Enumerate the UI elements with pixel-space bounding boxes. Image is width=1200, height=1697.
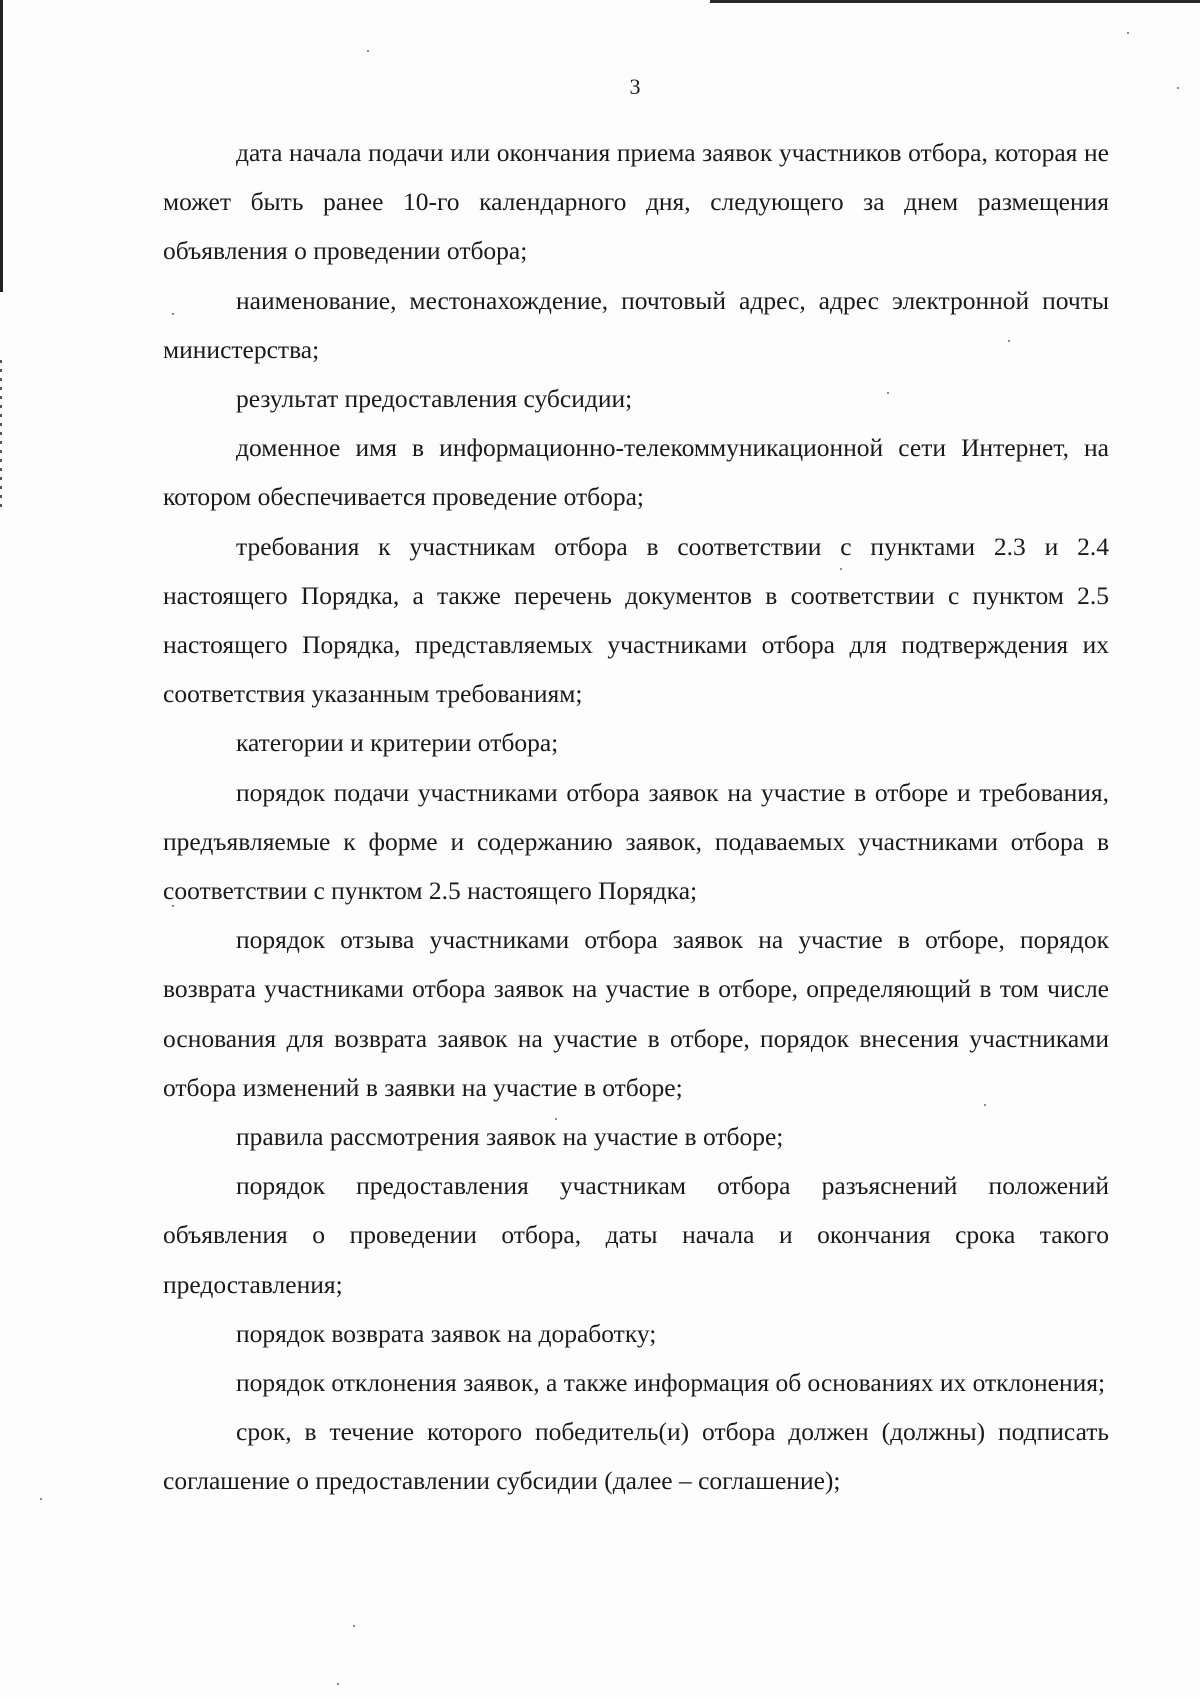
- paragraph-review-rules: правила рассмотрения заявок на участие в отборе;: [236, 1122, 784, 1152]
- paragraph-clarifications: порядок предоставления участникам отбора разъяснений положений объявления о проведении отбора, даты начала и окончания срока такого предоставления;: [163, 1171, 1109, 1299]
- scan-speck: [367, 50, 369, 52]
- paragraph-rejection: порядок отклонения заявок, а также информация об основаниях их отклонения;: [236, 1368, 1106, 1398]
- scan-left-tick-marks: [0, 360, 2, 510]
- paragraph-application-submission: порядок подачи участниками отбора заявок на участие в отборе и требования, предъявляемые к форме и содержанию заявок, подаваемых участниками отбора в соответствии с пунктом 2.5 настоящего Порядка;: [163, 777, 1109, 906]
- scan-speck: [1127, 32, 1129, 34]
- paragraph-ministry-contacts: наименование, местонахождение, почтовый адрес, адрес электронной почты министерства;: [163, 285, 1109, 364]
- paragraph-subsidy-result: результат предоставления субсидии;: [236, 384, 633, 414]
- page-number: 3: [629, 74, 641, 99]
- paragraph-application-withdrawal: порядок отзыва участниками отбора заявок на участие в отборе, порядок возврата участниками отбора заявок на участие в отборе, определяющий в том числе основания для возврата заявок на участие в отборе, порядок внесения участниками отбора изменений в заявки на участие в отборе;: [163, 925, 1109, 1102]
- document-body: [163, 128, 1109, 1506]
- paragraph-agreement-signing: срок, в течение которого победитель(и) отбора должен (должны) подписать соглашение о предоставлении субсидии (далее – соглашение);: [163, 1417, 1109, 1496]
- paragraph-application-dates: дата начала подачи или окончания приема заявок участников отбора, которая не может быть ранее 10-го календарного дня, следующего за днем размещения объявления о проведении отбора;: [163, 138, 1109, 266]
- scan-speck: [353, 1625, 355, 1627]
- scan-speck: [40, 1498, 42, 1500]
- paragraph-return-for-revision: порядок возврата заявок на доработку;: [236, 1318, 657, 1348]
- scan-speck: [337, 1683, 339, 1685]
- scan-top-edge-line: [710, 0, 1200, 3]
- scan-left-edge-mark: [0, 0, 3, 292]
- paragraph-participant-requirements: требования к участникам отбора в соответствии с пунктами 2.3 и 2.4 настоящего Порядка, а также перечень документов в соответствии с пунктом 2.5 настоящего Порядка, представляемых участниками отбора для подтверждения их соответствия указанным требованиям;: [163, 531, 1109, 709]
- paragraph-domain-name: доменное имя в информационно-телекоммуникационной сети Интернет, на котором обеспечивается проведение отбора;: [163, 433, 1109, 512]
- paragraph-selection-criteria: категории и критерии отбора;: [236, 728, 559, 758]
